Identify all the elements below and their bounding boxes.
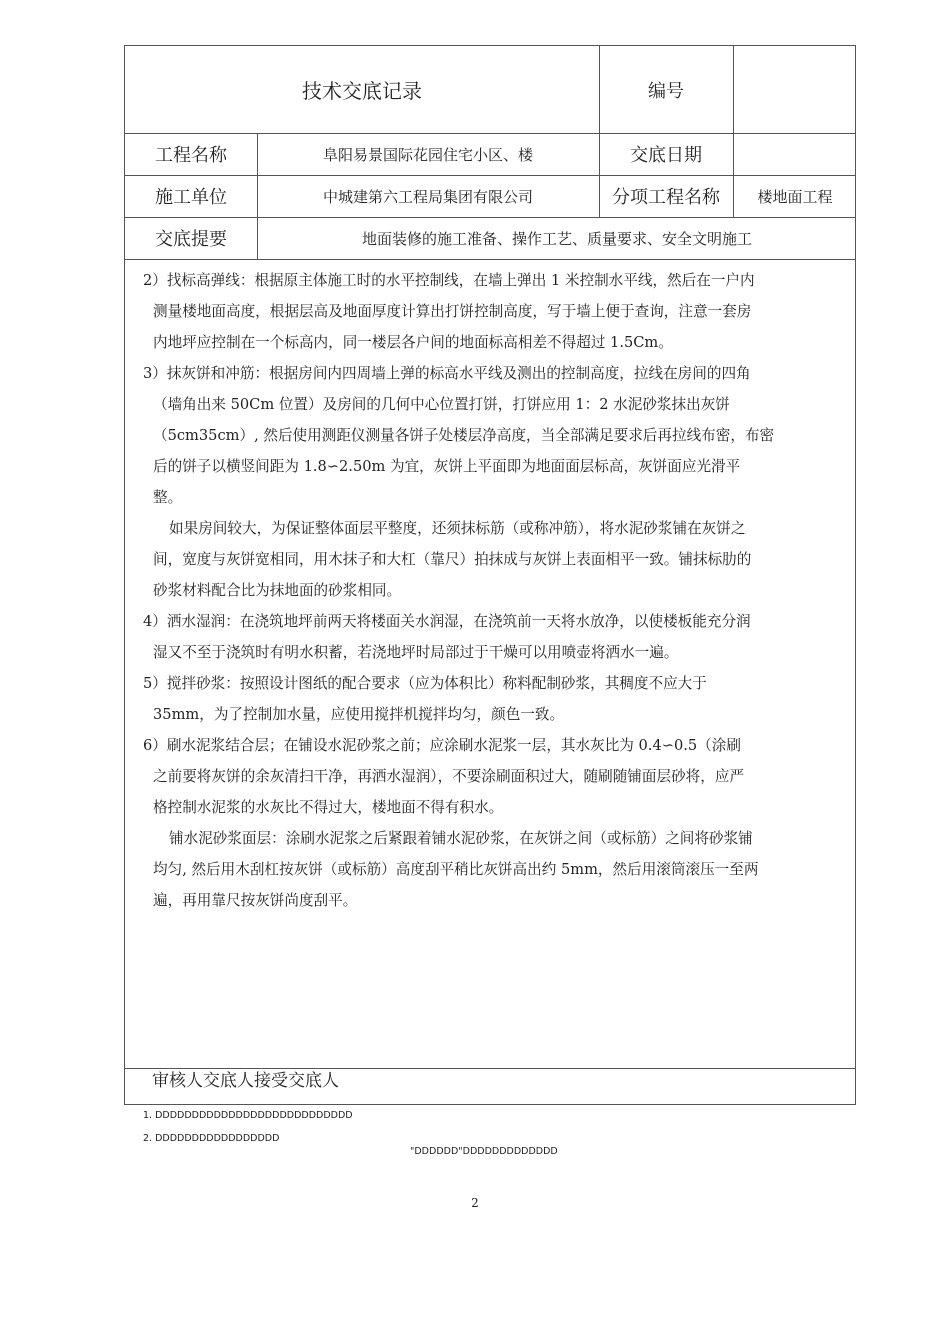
page-number: 2 (471, 1196, 479, 1210)
body-line: 测量楼地面高度，根据层高及地面厚度计算出打饼控制高度，写于墙上便于查询，注意一套房 (153, 303, 752, 320)
form-title: 技术交底记录 (302, 79, 422, 103)
body-line: 6）刷水泥浆结合层；在铺设水泥砂浆之前；应涂刷水泥浆一层，其水灰比为 0.4∽0.5（涂刷 (143, 737, 741, 754)
body-line: 内地坪应控制在一个标高内，同一楼层各户间的地面标高相差不得超过 1.5Cm。 (153, 334, 673, 351)
body-line: 2）找标高弹线：根据原主体施工时的水平控制线，在墙上弹出 1 米控制水平线，然后在一户内 (143, 272, 755, 289)
body-line: 均匀, 然后用木刮杠按灰饼（或标筋）高度刮平稍比灰饼高出约 5mm，然后用滚筒滚压一至两 (153, 861, 759, 878)
body-line: 之前要将灰饼的余灰清扫干净，再洒水湿润），不要涂刷面积过大，随刷随铺面层砂将，应严 (153, 768, 745, 785)
body-line: 铺水泥砂浆面层：涂刷水泥浆之后紧跟着铺水泥砂浆，在灰饼之间（或标筋）之间将砂浆铺 (169, 830, 753, 847)
disclosure-date-label: 交底日期 (630, 145, 702, 166)
body-line: 遍，再用靠尺按灰饼尚度刮平。 (153, 892, 358, 909)
project-name-value[interactable]: 阜阳易景国际花园住宅小区、楼 (322, 145, 533, 164)
body-line: 整。 (153, 489, 183, 506)
body-line: 间，宽度与灰饼宽相同，用木抹子和大杠（靠尺）拍抹成与灰饼上表面相平一致。铺抹标肋的 (153, 551, 752, 568)
body-line: 后的饼子以横竖间距为 1.8∽2.50m 为宜，灰饼上平面即为地面面层标高，灰饼面应光滑平 (153, 458, 741, 475)
body-line: 4）洒水湿润：在浇筑地坪前两天将楼面关水润湿，在浇筑前一天将水放净，以使楼板能充分润 (143, 613, 751, 630)
footnote-2: 2. DDDDDDDDDDDDDDDDD (143, 1133, 280, 1144)
signature-line: 审核人交底人接受交底人 (152, 1071, 339, 1091)
body-line: （5cm35cm）, 然后使用测距仪测量各饼子处楼层净高度，当全部满足要求后再拉线布密，布密 (153, 427, 775, 444)
body-line: 5）搅拌砂浆：按照设计图纸的配合要求（应为体积比）称料配制砂浆，其稠度不应大于 (143, 675, 707, 692)
summary-value[interactable]: 地面装修的施工准备、操作工艺、质量要求、安全文明施工 (361, 229, 752, 248)
body-line: （墙角出来 50Cm 位置）及房间的几何中心位置打饼，打饼应用 1：2 水泥砂浆抹出灰饼 (153, 396, 730, 413)
construction-unit-value[interactable]: 中城建第六工程局集团有限公司 (322, 187, 533, 206)
disclosure-content (143, 265, 853, 916)
footnote-3: "DDDDDD"DDDDDDDDDDDDD (410, 1146, 558, 1157)
summary-label: 交底提要 (155, 229, 227, 250)
body-line: 35mm，为了控制加水量，应使用搅拌机搅拌均匀，颜色一致。 (153, 706, 565, 723)
project-name-label: 工程名称 (155, 145, 227, 166)
sub-project-value[interactable]: 楼地面工程 (757, 187, 833, 206)
sub-project-label: 分项工程名称 (612, 187, 720, 208)
construction-unit-label: 施工单位 (155, 187, 227, 208)
code-label: 编号 (648, 80, 684, 102)
row-divider (125, 259, 855, 260)
footnote-1: 1. DDDDDDDDDDDDDDDDDDDDDDDDDDD (143, 1110, 353, 1121)
body-line: 3）抹灰饼和冲筋：根据房间内四周墙上弹的标高水平线及测出的控制高度，拉线在房间的四角 (143, 365, 751, 382)
disclosure-date-value[interactable] (733, 133, 857, 175)
body-line: 格控制水泥浆的水灰比不得过大，楼地面不得有积水。 (153, 799, 504, 816)
code-value[interactable] (733, 46, 857, 133)
body-line: 湿又不至于浇筑时有明水积蓄，若浇地坪时局部过于干燥可以用喷壶将洒水一遍。 (153, 644, 679, 661)
body-line: 如果房间较大，为保证整体面层平整度，还须抹标筋（或称冲筋），将水泥砂浆铺在灰饼之 (169, 520, 746, 537)
body-line: 砂浆材料配合比为抹地面的砂浆相同。 (153, 582, 402, 599)
